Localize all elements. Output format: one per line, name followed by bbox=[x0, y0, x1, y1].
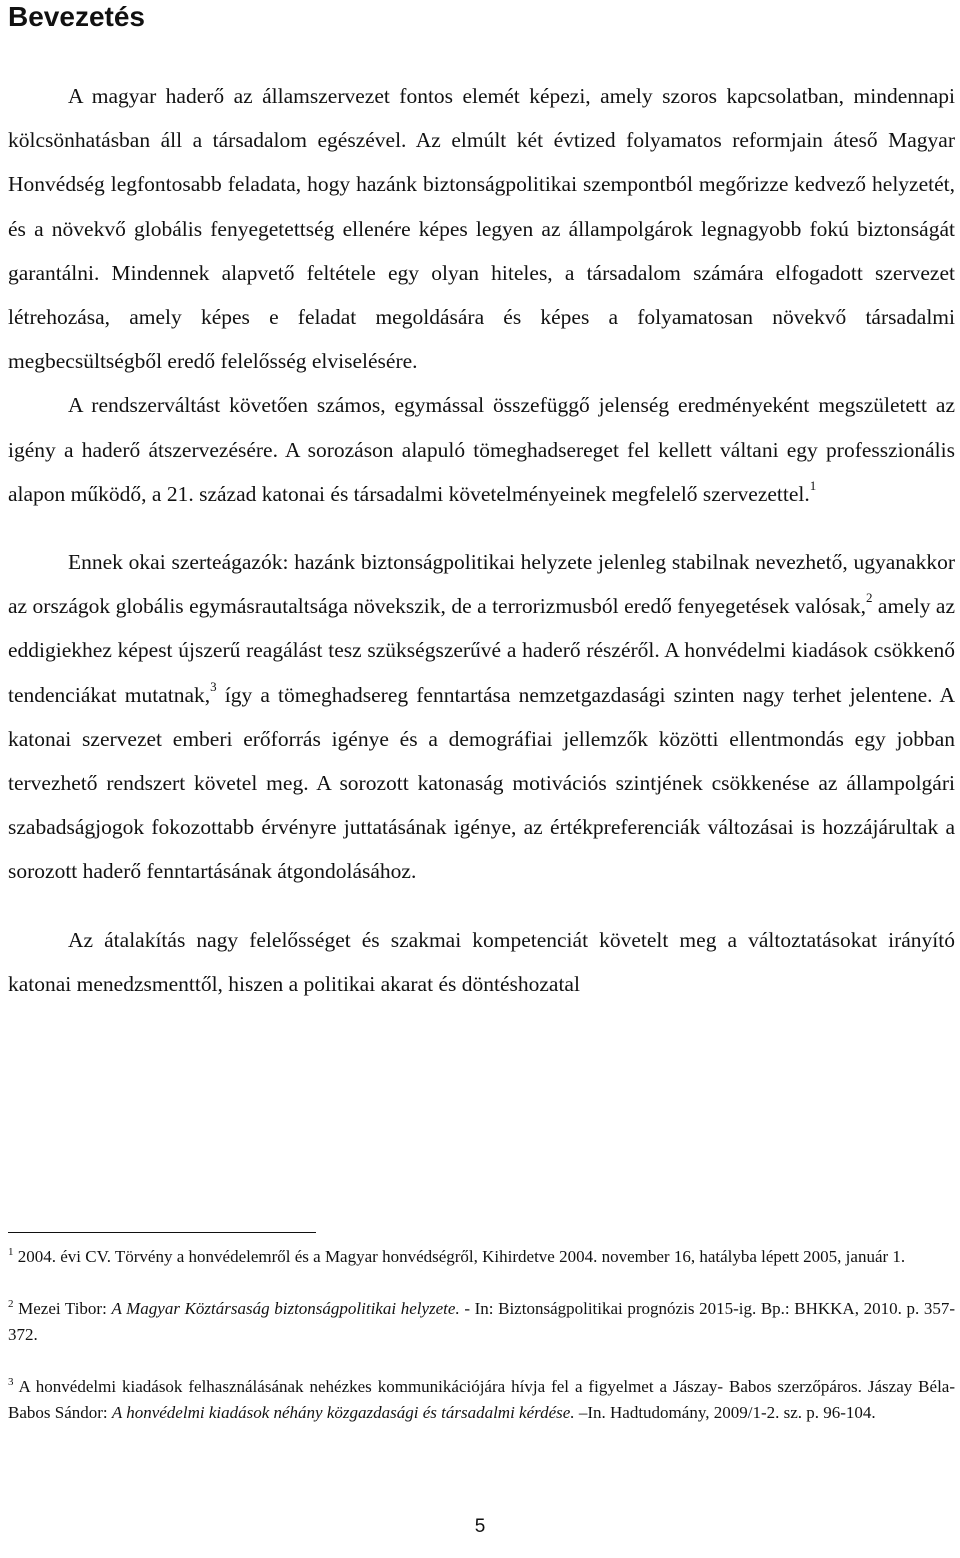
footnote-ref-1[interactable]: 1 bbox=[809, 477, 817, 493]
footnote-2-title: A Magyar Köztársaság biztonságpolitikai helyzete. bbox=[111, 1299, 460, 1318]
paragraph-3 bbox=[8, 540, 955, 894]
paragraph-2-text: A rendszerváltást követően számos, egymással összefüggő jelenség eredményeként megszületett az igény a haderő átszervezésére. A sorozáson alapuló tömeghadsereget fel kellett váltani egy professzionális alapon működő, a 21. század katonai és társadalmi követelményeinek megfelelő szervezettel. bbox=[8, 393, 955, 506]
footnote-ref-3[interactable]: 3 bbox=[210, 678, 217, 694]
footnote-ref-2[interactable]: 2 bbox=[865, 590, 873, 606]
footnote-3-text-a: A honvédelmi kiadások felhasználásának nehézkes kommunikációjára hívja fel a figyelmet a Jászay- Babos szerzőpáros. Jászay Béla- Babos Sándor: bbox=[8, 1377, 955, 1422]
paragraph-1 bbox=[8, 74, 955, 383]
footnote-3-title: A honvédelmi kiadások néhány közgazdasági és társadalmi kérdése. bbox=[111, 1403, 575, 1422]
footnotes bbox=[8, 1244, 955, 1452]
footnote-1 bbox=[8, 1244, 955, 1270]
body-text bbox=[8, 74, 955, 1006]
section-heading: Bevezetés bbox=[8, 1, 145, 32]
paragraph-3-text-a: Ennek okai szerteágazók: hazánk biztonságpolitikai helyzete jelenleg stabilnak nevezhető, ugyanakkor az országok globális egymásrautaltsága növekszik, de a terrorizmusból eredő fenyegetések valósak, bbox=[8, 550, 955, 619]
footnote-separator bbox=[8, 1232, 316, 1233]
paragraph-2 bbox=[8, 383, 955, 516]
footnote-3-number: 3 bbox=[8, 1376, 14, 1388]
paragraph-4-text: Az átalakítás nagy felelősséget és szakmai kompetenciát követelt meg a változtatásokat irányító katonai menedzsmenttől, hiszen a politikai akarat és döntéshozatal bbox=[8, 927, 955, 996]
footnote-2-number: 2 bbox=[8, 1298, 14, 1310]
footnote-3 bbox=[8, 1374, 955, 1426]
page-number: 5 bbox=[474, 1516, 486, 1537]
paragraph-4 bbox=[8, 918, 955, 1006]
paragraph-3-text-b: amely az eddigiekhez képest újszerű reagálást tesz szükségszerűvé a haderő részéről. A honvédelmi kiadások csökkenő tendenciákat mutatnak, bbox=[8, 594, 955, 707]
footnote-1-number: 1 bbox=[8, 1246, 14, 1258]
footnote-1-text: 2004. évi CV. Törvény a honvédelemről és a Magyar honvédségről, Kihirdetve 2004. november 16, hatályba lépett 2005, január 1. bbox=[13, 1247, 906, 1266]
paragraph-1-text: A magyar haderő az államszervezet fontos elemét képezi, amely szoros kapcsolatban, mindennapi kölcsönhatásban áll a társadalom egészével. Az elmúlt két évtized folyamatos reformjain áteső Magyar Honvédség legfontosabb feladata, hogy hazánk biztonságpolitikai szempontból megőrizze kedvező helyzetét, és a növekvő globális fenyegetettség ellenére képes legyen az állampolgárok legnagyobb fokú biztonságát garantálni. Mindennek alapvető feltétele egy olyan hiteles, a társadalom számára elfogadott szervezet létrehozása, amely képes e feladat megoldására és képes a folyamatosan növekvő társadalmi megbecsültségből eredő felelősség elviselésére. bbox=[8, 84, 955, 374]
footnote-2-text-a: Mezei Tibor: bbox=[13, 1299, 112, 1318]
footnote-3-text-b: –In. Hadtudomány, 2009/1-2. sz. p. 96-104. bbox=[574, 1403, 876, 1422]
paragraph-3-text-c: így a tömeghadsereg fenntartása nemzetgazdasági szinten nagy terhet jelentene. A katonai szervezet emberi erőforrás igénye és a demográfiai jellemzők közötti ellentmondás egy jobban tervezhető rendszert követel meg. A sorozott katonaság motivációs szintjének csökkenése az állampolgári szabadságjogok fokozottabb érvényre juttatásának igénye, az értékpreferenciák változásai is hozzájárultak a sorozott haderő fenntartásának átgondolásához. bbox=[8, 682, 956, 884]
footnote-2 bbox=[8, 1296, 955, 1348]
footnote-2-text-b: - In: Biztonságpolitikai prognózis 2015-ig. Bp.: BHKKA, 2010. p. 357-372. bbox=[8, 1299, 955, 1344]
